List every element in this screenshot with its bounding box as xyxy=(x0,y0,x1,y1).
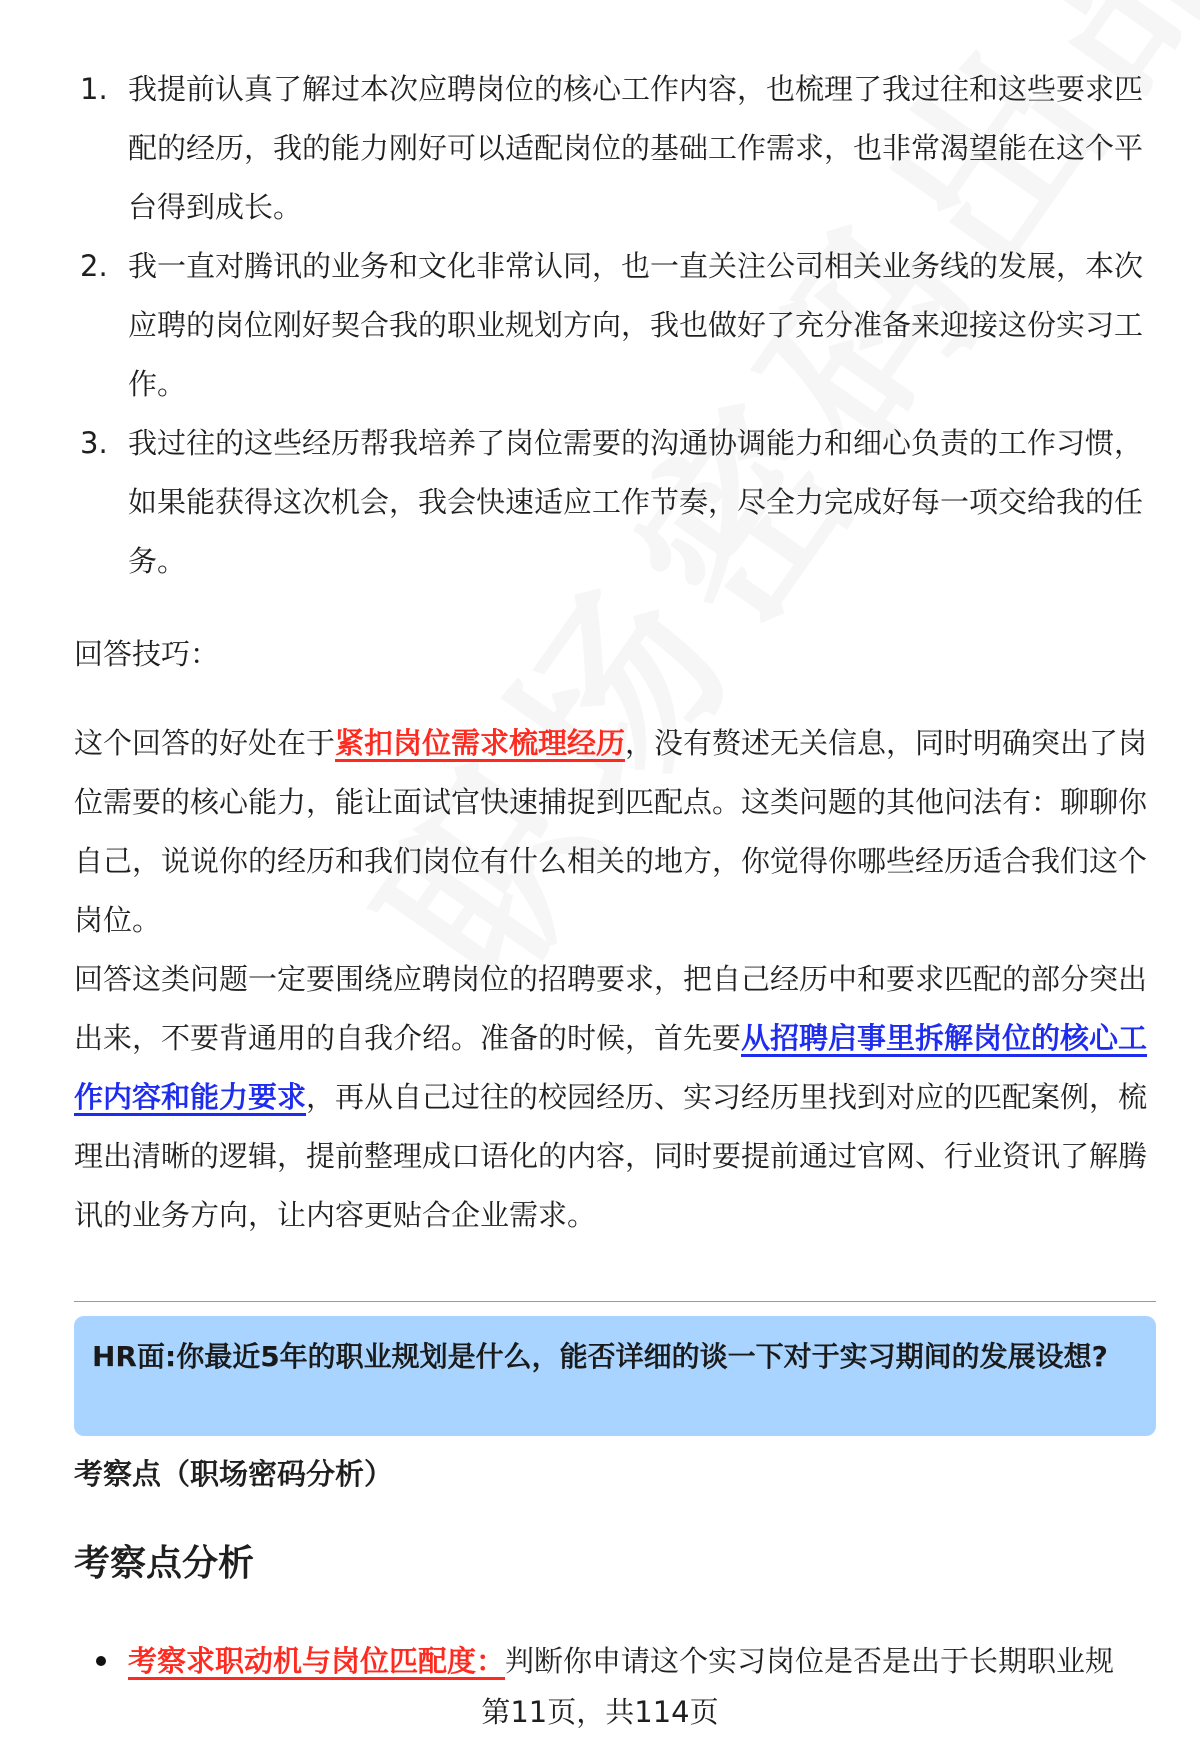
para2-text-before: 回答这类问题一定要围绕应聘岗位的招聘要求，把自己经历中和要求匹配的部分突出出来，不要背通用的自我介绍。准备的时候，首先要 xyxy=(74,962,1148,1055)
tips-label: 回答技巧： xyxy=(74,637,220,671)
question-callout xyxy=(74,1316,1156,1436)
list-number: 3. xyxy=(80,426,108,460)
tips-paragraph-1 xyxy=(74,714,1150,950)
bullet-item xyxy=(96,1633,1156,1689)
sub-heading: 考察点（职场密码分析） xyxy=(74,1457,394,1491)
list-number: 2. xyxy=(80,249,108,283)
para1-text-after: ，没有赘述无关信息，同时明确突出了岗位需要的核心能力，能让面试官快速捕捉到匹配点。这类问题的其他问法有：聊聊你自己，说说你的经历和我们岗位有什么相关的地方，你觉得你哪些经历适合我们这个岗位。 xyxy=(74,726,1148,937)
list-item xyxy=(80,60,1150,237)
bullet-content xyxy=(128,1633,1114,1689)
list-item-text: 我一直对腾讯的业务和文化非常认同，也一直关注公司相关业务线的发展，本次应聘的岗位刚好契合我的职业规划方向，我也做好了充分准备来迎接这份实习工作。 xyxy=(128,249,1144,401)
list-number: 1. xyxy=(80,72,108,106)
para2-highlight: 从招聘启事里拆解岗位的核心工作内容和能力要求 xyxy=(74,1021,1148,1114)
section-divider xyxy=(74,1301,1156,1302)
section-heading: 考察点分析 xyxy=(74,1543,255,1584)
para1-text-before: 这个回答的好处在于 xyxy=(74,726,336,760)
para2-text-after: ，再从自己过往的校园经历、实习经历里找到对应的匹配案例，梳理出清晰的逻辑，提前整理成口语化的内容，同时要提前通过官网、行业资讯了解腾讯的业务方向，让内容更贴合企业需求。 xyxy=(74,1080,1148,1232)
para1-highlight: 紧扣岗位需求梳理经历 xyxy=(335,726,626,760)
numbered-answer-list xyxy=(80,60,1150,591)
list-item-text: 我提前认真了解过本次应聘岗位的核心工作内容，也梳理了我过往和这些要求匹配的经历，我的能力刚好可以适配岗位的基础工作需求，也非常渴望能在这个平台得到成长。 xyxy=(128,72,1144,224)
bullet-dot xyxy=(96,1656,106,1666)
bullet-text: 判断你申请这个实习岗位是否是出于长期职业规 xyxy=(505,1644,1115,1678)
list-item xyxy=(80,414,1150,591)
bullet-highlight: 考察求职动机与岗位匹配度： xyxy=(128,1644,506,1678)
list-item xyxy=(80,237,1150,414)
page-footer: 第11页，共114页 xyxy=(481,1695,719,1729)
tips-paragraph-2 xyxy=(74,950,1150,1245)
question-text: HR面:你最近5年的职业规划是什么，能否详细的谈一下对于实习期间的发展设想? xyxy=(92,1340,1108,1373)
list-item-text: 我过往的这些经历帮我培养了岗位需要的沟通协调能力和细心负责的工作习惯，如果能获得这次机会，我会快速适应工作节奏，尽全力完成好每一项交给我的任务。 xyxy=(128,426,1144,578)
